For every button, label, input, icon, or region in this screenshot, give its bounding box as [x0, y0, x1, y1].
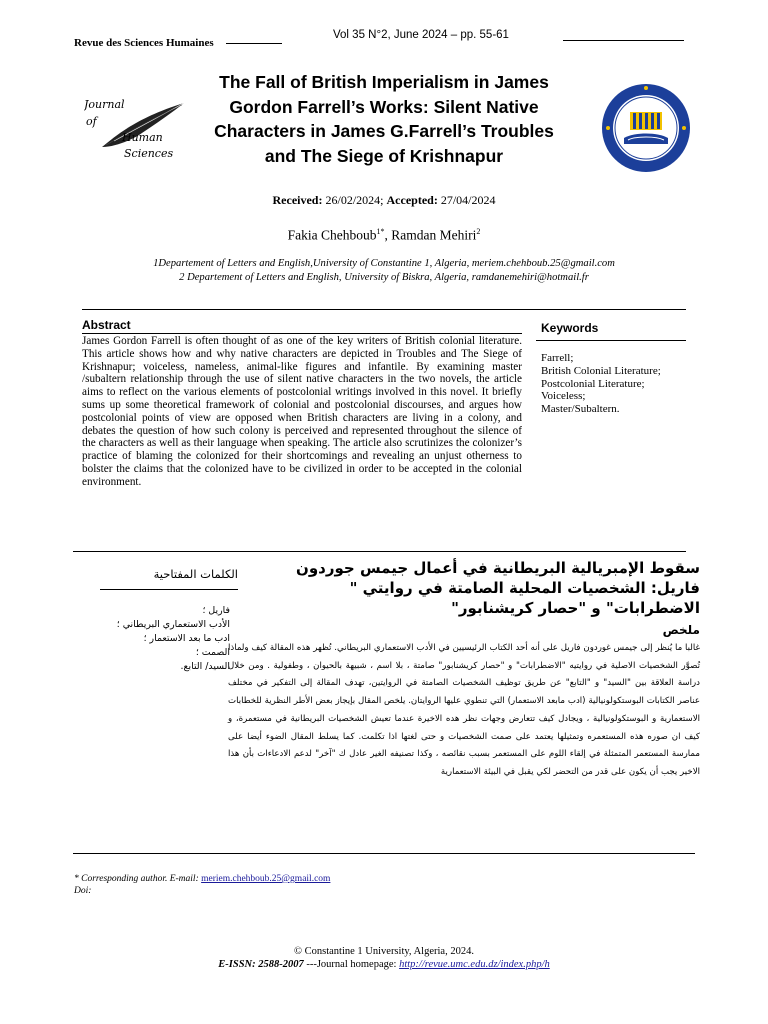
- keyword-item: British Colonial Literature;: [541, 364, 661, 377]
- corresponding-label: * Corresponding author. E-mail:: [74, 874, 199, 884]
- received-date: 26/02/2024;: [325, 193, 384, 207]
- arabic-abstract-text: غالبا ما يُنظر إلى جيمس غوردون فاريل على أنه أحد الكتاب الرئيسيين في الأدب الاستعماري البريطاني. تُظهر هذه المقالة كيف ولماذا تُصوَّر الشخصيات الاصلية في روايتيه "الاضطرابات" و "حصار كريشنابور" صامتة ، بلا اسم ، شبيهة بالحيوان ، وطفولية . ومن خلال دراسة العلاقة بين "السيد" و "التابع" عن طريق توظيف الشخصيات الصامتة في الروايتين، تهدف المقالة إلى التفكير في مختلف عناصر الكتابات البوستكولونيالية (ادب مابعد الاستعمار) التي تنطوي عليها الروايتان. يلخص المقال بإيجاز بعض الأطر النظرية للخطابات الاستعمارية و البوستكولونيالية ، ويجادل كيف تتعارض وجهات نظر هده الاخيرة عندما تعيش الشخصيات البريطانية في مستعمرة، و كيف ان صوره هذه المستعمره وتمثيلها يعتمد على صمت الشخصيات و حتى لغتها اذا تكلمت. كما يسلط المقال الضوء أيضا على ممارسة المستعمر المتمثلة في إلقاء اللوم على المستعمر بسبب نقائصه ، وكذا تصنيفه الغير عادل ك "آخر" لدعم الادعاءات بأن هذا الاخير يجب أن يكون على قدر من التحضر لكي يقبل في البيئة الاستعمارية: [228, 643, 700, 777]
- issn-line: [0, 959, 768, 970]
- university-seal-icon: [600, 82, 692, 174]
- arabic-keyword-item: ادب ما بعد الاستعمار ؛: [143, 633, 230, 644]
- keyword-item: Postcolonial Literature;: [541, 377, 645, 390]
- arabic-keyword-item: السيد/ التابع.: [180, 661, 230, 672]
- author-2: Ramdan Mehiri: [391, 227, 477, 243]
- arabic-keywords-list: [86, 604, 230, 674]
- issn: E-ISSN: 2588-2007: [218, 959, 304, 970]
- homepage-link[interactable]: http://revue.umc.edu.dz/index.php/h: [399, 959, 550, 970]
- section-divider-arabic: [73, 551, 686, 552]
- arabic-keyword-item: الأدب الاستعماري البريطاني ؛: [116, 619, 230, 630]
- author-separator: ,: [384, 227, 392, 243]
- arabic-abstract-heading: ملخص: [662, 623, 700, 637]
- affiliation-1: 1Departement of Letters and English,University of Constantine 1, Algeria, meriem.chehboub.25@gmail.com: [153, 258, 615, 269]
- author-1-marker: 1*: [376, 227, 385, 236]
- authors: [0, 227, 768, 244]
- article-title: The Fall of British Imperialism in James Gordon Farrell’s Works: Silent Native Characters in James G.Farrell’s Troubles and The Siege of Krishnapur: [214, 72, 554, 166]
- footer-divider: [73, 853, 695, 854]
- keyword-item: Voiceless;: [541, 390, 586, 403]
- logo-text-journal: Journal: [84, 98, 125, 111]
- abstract-heading: Abstract: [82, 318, 131, 332]
- keywords-rule: [536, 340, 686, 341]
- accepted-label: Accepted:: [386, 193, 438, 207]
- logo-text-human: Human: [122, 131, 163, 144]
- arabic-keywords-heading: الكلمات المفتاحية: [153, 567, 238, 581]
- accepted-date: 27/04/2024: [440, 193, 496, 207]
- author-1: Fakia Chehboub: [287, 227, 377, 243]
- arabic-keywords-rule: [100, 589, 238, 590]
- journal-name: Revue des Sciences Humaines: [74, 37, 214, 49]
- abstract-text: James Gordon Farrell is often thought of as one of the key writers of British colonial literature. This article shows how and why native characters are depicted in Troubles and The Siege of Krishnapur; voiceless, nameless, animal-like figures and infantile. By examining master /subaltern relationship through the use of silent native characters in the two novels, the article aims to reflect on the various elements of postcolonial writings involved in this novel. It briefly sums up some theoretical framework of colonial and postcolonial discourses, and argues how postcolonial points of view are opposed when British characters are living in a colony, and debates the question of how such colony is perceived and represented throughout the silence of the characters as well as their language when speaking. The article also scrutinizes the colonizer’s practice of blaming the colonized for their shortcomings and revealing an unjust otherness to bolster the claims that the colonized have to be civilized in order to be accepted in the colonial environment.: [82, 335, 522, 488]
- keywords-heading: Keywords: [541, 321, 599, 335]
- corresponding-email-link[interactable]: meriem.chehboub.25@gmail.com: [201, 874, 331, 884]
- arabic-keyword-item: الصمت ؛: [195, 647, 230, 658]
- abstract-heading-rule: [82, 333, 522, 334]
- journal-name-rule: [226, 43, 282, 44]
- affiliations: [60, 257, 708, 284]
- copyright: © Constantine 1 University, Algeria, 2024.: [294, 946, 474, 957]
- journal-logo: [84, 95, 194, 165]
- doi-label: Doi:: [74, 886, 92, 896]
- keywords-list: [541, 352, 661, 416]
- affiliation-2: 2 Departement of Letters and English, University of Biskra, Algeria, ramdanemehiri@hotmail.fr: [179, 271, 589, 283]
- homepage-label: ---Journal homepage:: [303, 959, 400, 970]
- corresponding-author: [74, 874, 330, 884]
- section-divider: [82, 309, 686, 310]
- volume-info: Vol 35 N°2, June 2024 – pp. 55-61: [333, 29, 509, 41]
- arabic-title: سقوط الإمبريالية البريطانية في أعمال جيمس جوردون فاريل: الشخصيات المحلية الصامتة في روايتي " الاضطرابات" و "حصار كريشنابور": [296, 559, 700, 617]
- logo-text-sciences: Sciences: [124, 147, 174, 160]
- author-2-marker: 2: [476, 227, 481, 236]
- header-rule-right: [563, 40, 684, 41]
- keyword-item: Farrell;: [541, 352, 574, 364]
- logo-text-of: of: [86, 115, 97, 128]
- article-dates: [0, 193, 768, 208]
- keyword-item: Master/Subaltern.: [541, 403, 620, 416]
- arabic-keyword-item: فاريل ؛: [202, 605, 230, 616]
- received-label: Received:: [272, 193, 323, 207]
